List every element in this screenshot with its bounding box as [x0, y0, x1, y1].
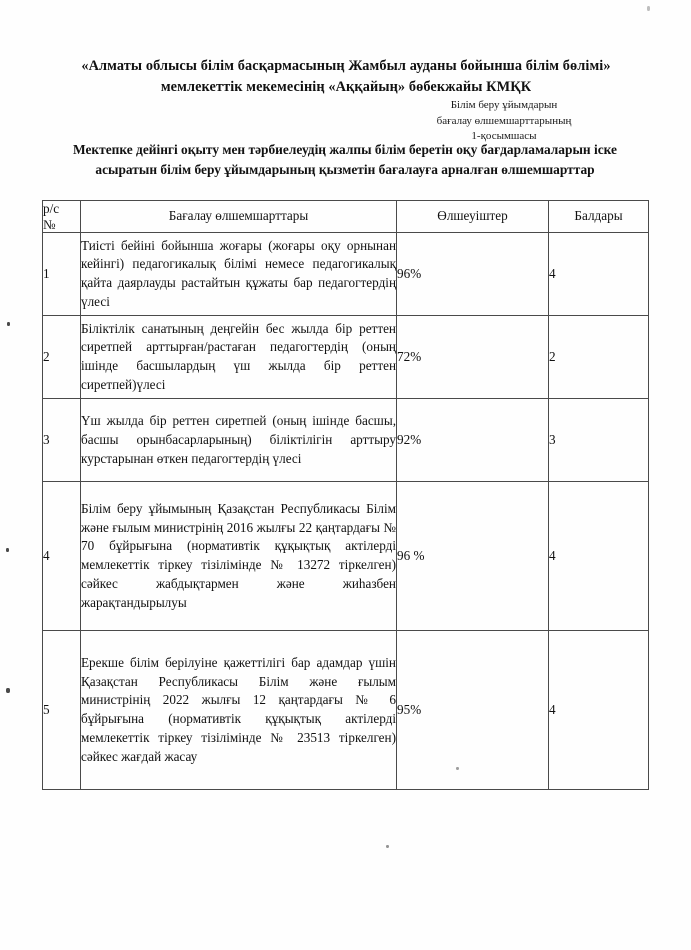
- row-number: 1: [43, 233, 81, 316]
- table-row: [43, 316, 649, 399]
- column-header-number-line2: №: [43, 216, 56, 232]
- row-score: 4: [549, 482, 649, 631]
- appendix-line-2: бағалау өлшемшарттарының: [436, 114, 572, 127]
- appendix-line-3: 1-қосымшасы: [471, 130, 537, 143]
- scan-artifact-speck: [647, 6, 650, 11]
- scan-artifact-speck: [6, 548, 9, 552]
- column-header-criteria: Бағалау өлшемшарттары: [81, 201, 397, 233]
- row-number: 5: [43, 631, 81, 790]
- row-criteria: Тиісті бейіні бойынша жоғары (жоғары оқу орнынан кейінгі) педагогикалық білімі немесе педагогикалық қайта даярлауды растайтын құжаты бар педагогтердің үлесі: [81, 233, 397, 316]
- row-measure: 92%: [397, 399, 549, 482]
- row-criteria: Білім беру ұйымының Қазақстан Республикасы Білім және ғылым министрінің 2016 жылғы 22 қаңтардағы № 70 бұйрығына (нормативтік құқықтық актілерді мемлекеттік тіркеу тізілімінде № 13272 тіркелген) сәйкес жабдықтармен және жиһазбен жарақтандырылуы: [81, 482, 397, 631]
- appendix-reference: [378, 98, 630, 145]
- document-subtitle: Мектепке дейінгі оқыту мен тәрбиелеудің жалпы білім беретін оқу бағдарламаларын іске асыратын білім беру ұйымдарының қызметін бағалауға арналған өлшемшарттар: [73, 142, 617, 178]
- row-number: 4: [43, 482, 81, 631]
- appendix-line-1: Білім беру ұйымдарын: [450, 99, 558, 111]
- row-criteria: Ерекше білім берілуіне қажеттілігі бар адамдар үшін Қазақстан Республикасы Білім және ғылым министрінің 2022 жылғы 12 қаңтардағы № 6 бұйрығына (нормативтік құқықтық актілерді мемлекеттік тіркеу тізілімінде № 23513 тіркелген) сәйкес жағдай жасау: [81, 631, 397, 790]
- row-criteria: Біліктілік санатының деңгейін бес жылда бір реттен сиретпей арттырған/растаған педагогтердің (оның ішінде басшылардың үш жылда бір реттен сиретпей)үлесі: [81, 316, 397, 399]
- table-row: [43, 233, 649, 316]
- table-row: [43, 399, 649, 482]
- scan-artifact-speck: [7, 322, 10, 326]
- column-header-measure: Өлшеуіштер: [397, 201, 549, 233]
- row-number: 2: [43, 316, 81, 399]
- row-score: 3: [549, 399, 649, 482]
- row-number: 3: [43, 399, 81, 482]
- row-measure: 96 %: [397, 482, 549, 631]
- row-measure: 95%: [397, 631, 549, 790]
- column-header-number: [43, 201, 81, 233]
- scan-artifact-speck: [6, 688, 10, 693]
- row-measure: 96%: [397, 233, 549, 316]
- column-header-number-line1: р/с: [43, 201, 60, 216]
- table-header-row: [43, 201, 649, 233]
- criteria-table: [42, 200, 649, 790]
- scan-artifact-speck: [386, 845, 389, 848]
- document-title: «Алматы облысы білім басқармасының Жамбыл ауданы бойынша білім бөлімі» мемлекеттік мекемесінің «Аққайың» бөбекжайы КМҚК: [81, 58, 611, 95]
- table-row: [43, 482, 649, 631]
- row-score: 4: [549, 233, 649, 316]
- table-row: [43, 631, 649, 790]
- row-score: 4: [549, 631, 649, 790]
- row-score: 2: [549, 316, 649, 399]
- row-measure: 72%: [397, 316, 549, 399]
- column-header-score: Балдары: [549, 201, 649, 233]
- row-criteria: Үш жылда бір реттен сиретпей (оның ішінде басшы, басшы орынбасарларының) біліктілігін арттыру курстарынан өткен педагогтердің үлесі: [81, 399, 397, 482]
